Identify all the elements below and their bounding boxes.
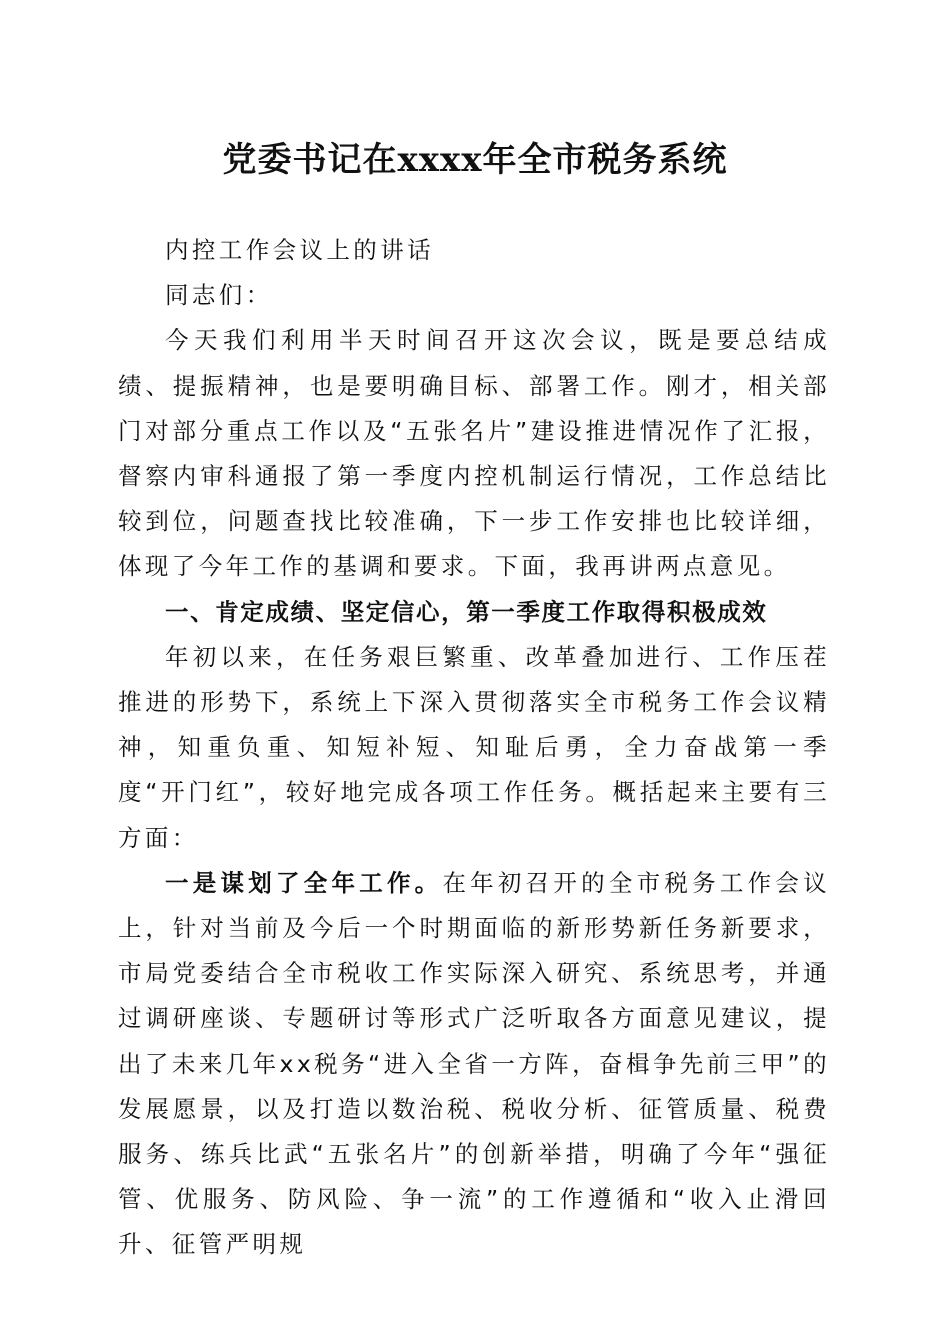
point-1-paragraph [118,861,830,1268]
section-1-paragraph: 年初以来，在任务艰巨繁重、改革叠加进行、工作压茬推进的形势下，系统上下深入贯彻落实全市税务工作会议精神，知重负重、知短补短、知耻后勇，全力奋战第一季度“开门红”，较好地完成各项工作任务。概括起来主要有三方面： [118,642,830,852]
point-1-lead: 一是谋划了全年工作。 [165,868,443,897]
document-subtitle: 内控工作会议上的讲话 [165,236,434,264]
section-heading-1: 一、肯定成绩、坚定信心，第一季度工作取得积极成效 [165,597,768,626]
salutation: 同志们： [165,281,273,310]
point-1-text: 在年初召开的全市税务工作会议上，针对当前及今后一个时期面临的新形势新任务新要求，市局党委结合全市税收工作实际深入研究、系统思考，并通过调研座谈、专题研讨等形式广泛听取各方面意见建议，提出了未来几年xx税务“进入全省一方阵，奋楫争先前三甲”的发展愿景，以及打造以数治税、税收分析、征管质量、税费服务、练兵比武“五张名片”的创新举措，明确了今年“强征管、优服务、防风险、争一流”的工作遵循和“收入止滑回升、征管严明规 [118,868,830,1259]
intro-paragraph: 今天我们利用半天时间召开这次会议，既是要总结成绩、提振精神，也是要明确目标、部署工作。刚才，相关部门对部分重点工作以及“五张名片”建设推进情况作了汇报，督察内审科通报了第一季度内控机制运行情况，工作总结比较到位，问题查找比较准确，下一步工作安排也比较详细，体现了今年工作的基调和要求。下面，我再讲两点意见。 [118,326,830,581]
document-body [118,228,830,1268]
document-title: 党委书记在xxxx年全市税务系统 [222,140,728,180]
